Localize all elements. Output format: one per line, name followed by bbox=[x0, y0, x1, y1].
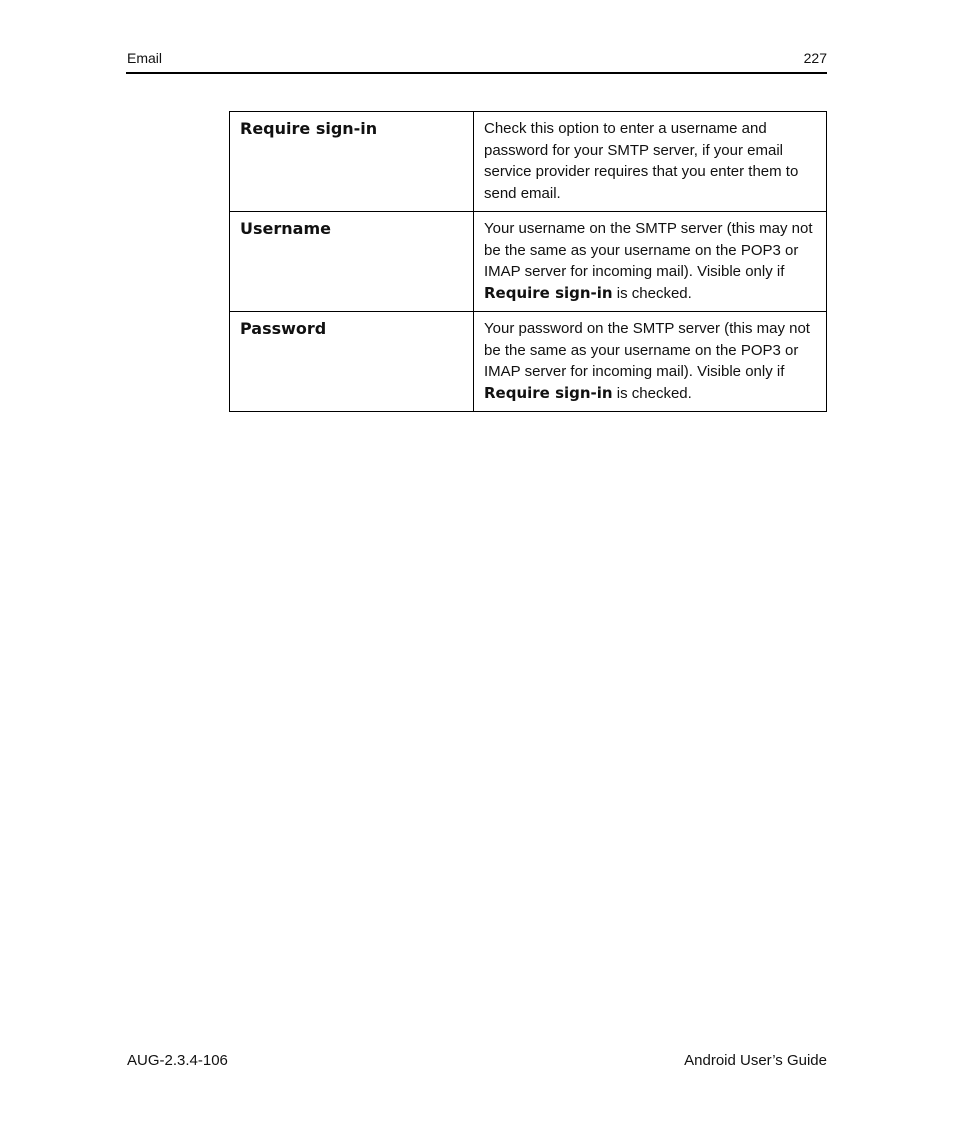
setting-description bbox=[474, 312, 827, 412]
setting-description bbox=[474, 112, 827, 212]
description-text: is checked. bbox=[612, 284, 692, 302]
page-header bbox=[126, 48, 827, 74]
inline-setting-reference: Require sign-in bbox=[484, 283, 613, 302]
setting-term: Require sign-in bbox=[230, 112, 474, 212]
table-row bbox=[230, 312, 827, 412]
inline-setting-reference: Require sign-in bbox=[484, 383, 613, 402]
header-page-number: 227 bbox=[803, 50, 827, 66]
smtp-settings-table bbox=[229, 111, 827, 412]
footer-guide-title: Android User’s Guide bbox=[684, 1052, 827, 1069]
table-row bbox=[230, 112, 827, 212]
description-text: is checked. bbox=[612, 384, 692, 402]
description-text: Your password on the SMTP server (this may not be the same as your username on the POP3 or IMAP server for incoming mail). Visible only if bbox=[484, 320, 810, 380]
header-section-title: Email bbox=[127, 50, 163, 66]
description-text: Check this option to enter a username and password for your SMTP server, if your email service provider requires that you enter them to send email. bbox=[484, 120, 799, 202]
table-row bbox=[230, 212, 827, 312]
setting-term: Password bbox=[230, 312, 474, 412]
description-text: Your username on the SMTP server (this may not be the same as your username on the POP3 or IMAP server for incoming mail). Visible only if bbox=[484, 220, 813, 280]
setting-description bbox=[474, 212, 827, 312]
setting-term: Username bbox=[230, 212, 474, 312]
footer-doc-id: AUG-2.3.4-106 bbox=[127, 1052, 228, 1069]
